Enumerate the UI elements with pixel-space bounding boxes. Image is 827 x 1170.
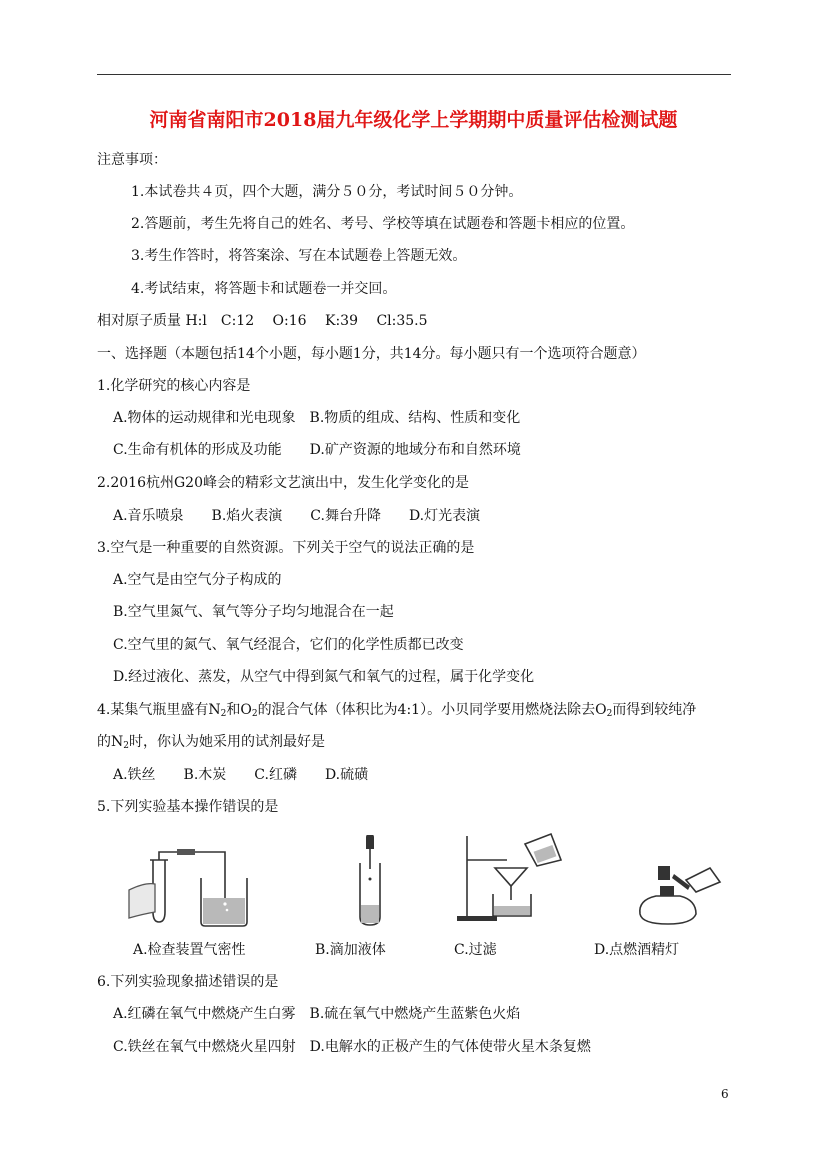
alcohol-lamp-figure bbox=[630, 852, 725, 930]
q5-label-d: D.点燃酒精灯 bbox=[594, 942, 680, 958]
q3-option-c: C.空气里的氮气、氧气经混合，它们的化学性质都已改变 bbox=[113, 637, 464, 653]
page-number: 6 bbox=[721, 1087, 729, 1101]
notice-item-3: 3.考生作答时，将答案涂、写在本试题卷上答题无效。 bbox=[131, 248, 467, 264]
q6-options-cd: C.铁丝在氧气中燃烧火星四射 D.电解水的正极产生的气体使带火星木条复燃 bbox=[113, 1039, 591, 1055]
airtightness-check-figure bbox=[125, 842, 255, 932]
q3-stem: 3.空气是一种重要的自然资源。下列关于空气的说法正确的是 bbox=[97, 540, 475, 556]
q5-stem: 5.下列实验基本操作错误的是 bbox=[97, 799, 279, 815]
q5-label-b: B.滴加液体 bbox=[315, 942, 386, 958]
header-rule bbox=[97, 74, 731, 75]
q3-option-d: D.经过液化、蒸发，从空气中得到氮气和氧气的过程，属于化学变化 bbox=[113, 669, 535, 685]
q4-stem-line2: 的$N_2$时，你认为她采用的试剂最好是 bbox=[97, 734, 325, 751]
q5-label-a: A.检查装置气密性 bbox=[133, 942, 246, 958]
notice-item-4: 4.考试结束，将答题卡和试题卷一并交回。 bbox=[131, 281, 397, 297]
q6-options-ab: A.红磷在氧气中燃烧产生白雾 B.硫在氧气中燃烧产生蓝紫色火焰 bbox=[113, 1006, 521, 1022]
section-heading: 一、选择题（本题包括14个小题，每小题1分，共14分。每小题只有一个选项符合题意） bbox=[97, 346, 646, 362]
q2-options: A.音乐喷泉 B.焰火表演 C.舞台升降 D.灯光表演 bbox=[113, 508, 481, 524]
atomic-mass-line: 相对原子质量 H:l C:12 O:16 K:39 Cl:35.5 bbox=[97, 313, 428, 329]
notice-heading: 注意事项： bbox=[97, 152, 167, 168]
q4-options: A.铁丝 B.木炭 C.红磷 D.硫磺 bbox=[113, 767, 369, 783]
q3-option-a: A.空气是由空气分子构成的 bbox=[113, 572, 282, 588]
dropper-test-tube-figure bbox=[350, 835, 390, 927]
page-title: 河南省南阳市2018届九年级化学上学期期中质量评估检测试题 bbox=[149, 109, 678, 131]
q6-stem: 6.下列实验现象描述错误的是 bbox=[97, 974, 279, 990]
q1-options-ab: A.物体的运动规律和光电现象 B.物质的组成、结构、性质和变化 bbox=[113, 410, 521, 426]
notice-item-1: 1.本试卷共４页，四个大题，满分５０分，考试时间５０分钟。 bbox=[131, 184, 523, 200]
q5-label-c: C.过滤 bbox=[454, 942, 497, 958]
q4-stem-line1: 4.某集气瓶里盛有$N_2$和$O_2$的混合气体（体积比为4:1）。小贝同学要用燃烧法除去$O_2$而得到较纯净 bbox=[97, 702, 697, 719]
q2-stem: 2.2016杭州G20峰会的精彩文艺演出中，发生化学变化的是 bbox=[97, 475, 469, 491]
q1-options-cd: C.生命有机体的形成及功能 D.矿产资源的地域分布和自然环境 bbox=[113, 442, 521, 458]
q3-option-b: B.空气里氮气、氧气等分子均匀地混合在一起 bbox=[113, 604, 394, 620]
notice-item-2: 2.答题前，考生先将自己的姓名、考号、学校等填在试题卷和答题卡相应的位置。 bbox=[131, 216, 635, 232]
filtration-figure bbox=[455, 830, 565, 922]
q1-stem: 1.化学研究的核心内容是 bbox=[97, 378, 251, 394]
